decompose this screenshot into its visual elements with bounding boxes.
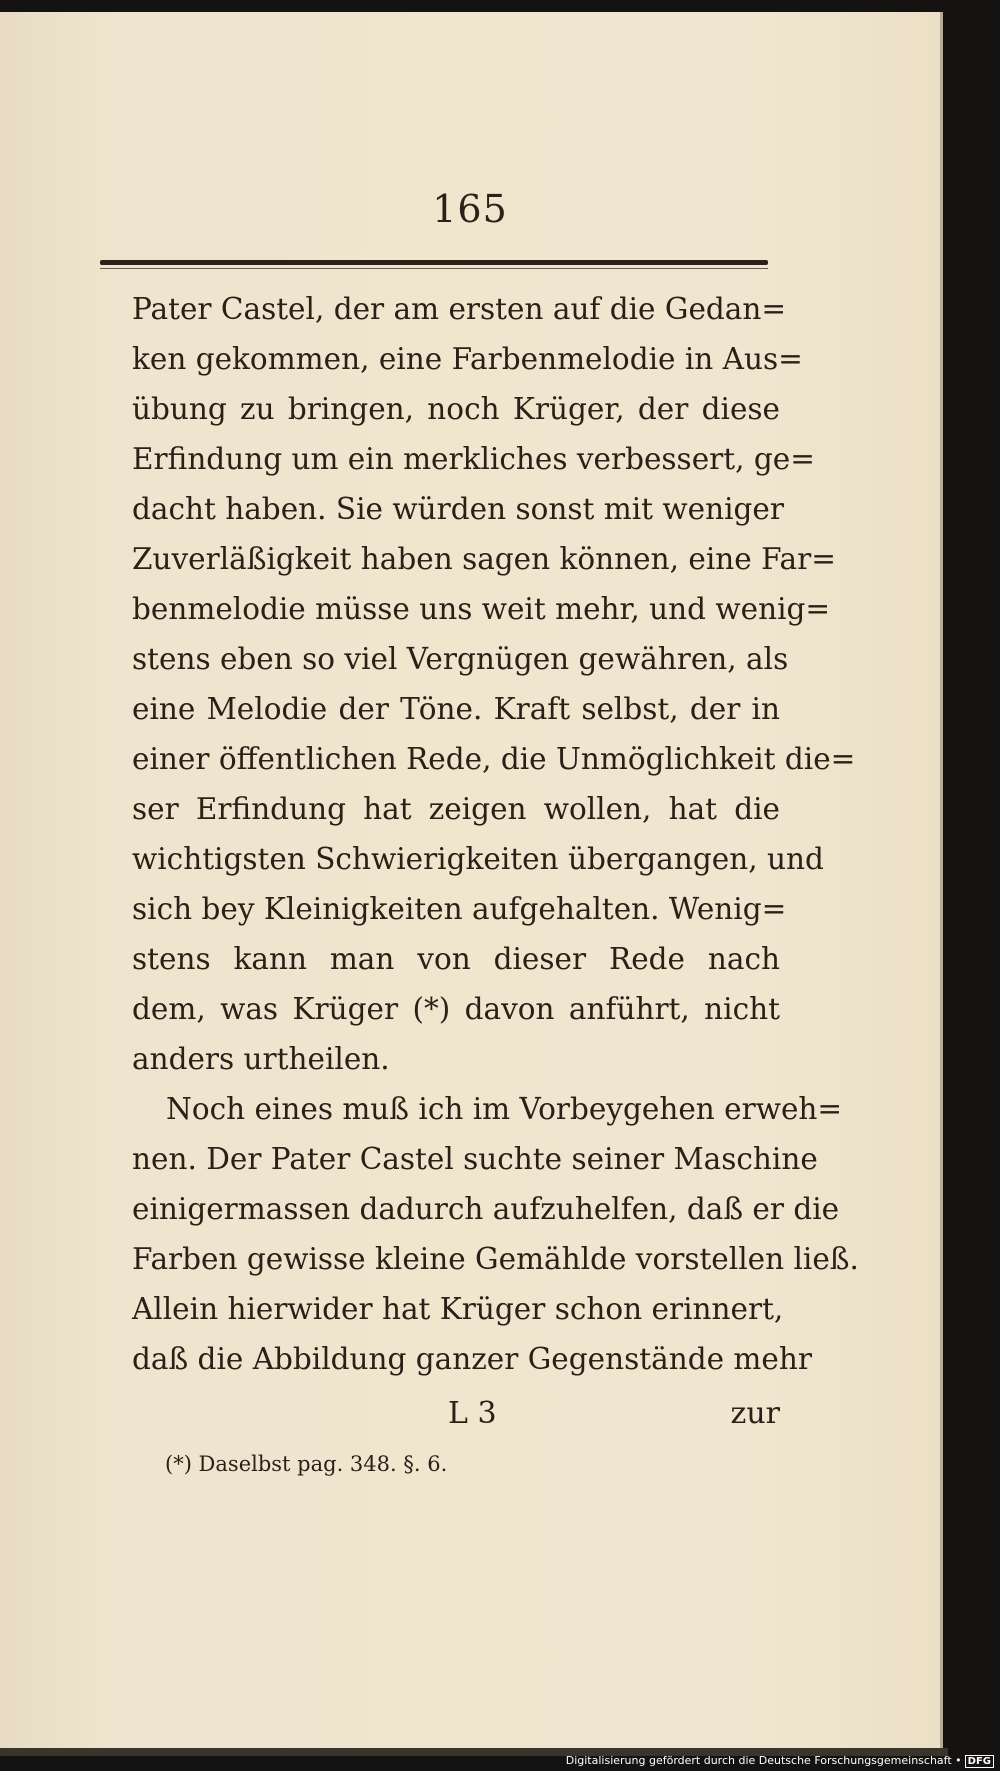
header-rule (100, 260, 768, 265)
credit-text: Digitalisierung gefördert durch die Deutsche Forschungsgemeinschaft • (565, 1754, 962, 1767)
text-line: Erfindung um ein merkliches verbessert, ge= (132, 442, 815, 476)
text-line: benmelodie müsse uns weit mehr, und wenig= (132, 592, 831, 626)
digitization-credit (566, 1754, 994, 1768)
text-line: übung zu bringen, noch Krüger, der diese (132, 392, 780, 426)
page-footer-line (132, 1396, 780, 1446)
text-line: einigermassen dadurch aufzuhelfen, daß er die (132, 1192, 840, 1226)
text-line: einer öffentlichen Rede, die Unmöglichkeit die= (132, 742, 856, 776)
footnote: (*) Daselbst pag. 348. §. 6. (165, 1452, 448, 1476)
text-line: Noch eines muß ich im Vorbeygehen erweh= (166, 1092, 843, 1126)
text-line: Zuverläßigkeit haben sagen können, eine Far= (132, 542, 836, 576)
text-line: sich bey Kleinigkeiten aufgehalten. Wenig= (132, 892, 787, 926)
text-line: nen. Der Pater Castel suchte seiner Maschine (132, 1142, 818, 1176)
text-line: Pater Castel, der am ersten auf die Gedan= (132, 292, 787, 326)
text-line: daß die Abbildung ganzer Gegenstände mehr (132, 1342, 812, 1376)
text-line: Allein hierwider hat Krüger schon erinnert, (132, 1292, 784, 1326)
catchword: zur (730, 1396, 780, 1431)
text-line: dem, was Krüger (*) davon anführt, nicht (132, 992, 780, 1026)
text-line: ken gekommen, eine Farbenmelodie in Aus= (132, 342, 803, 376)
text-line: wichtigsten Schwierigkeiten übergangen, und (132, 842, 824, 876)
text-line: ser Erfindung hat zeigen wollen, hat die (132, 792, 780, 826)
book-page (0, 12, 943, 1748)
body-text (132, 284, 859, 1384)
signature-mark: L 3 (448, 1396, 497, 1431)
page-number: 165 (432, 187, 508, 231)
text-line: Farben gewisse kleine Gemählde vorstellen ließ. (132, 1242, 859, 1276)
header-rule-thin (100, 268, 768, 269)
text-line: stens eben so viel Vergnügen gewähren, als (132, 642, 789, 676)
dfg-logo: DFG (965, 1755, 994, 1768)
text-line: dacht haben. Sie würden sonst mit weniger (132, 492, 784, 526)
text-line: stens kann man von dieser Rede nach (132, 942, 780, 976)
text-line: anders urtheilen. (132, 1042, 390, 1076)
text-line: eine Melodie der Töne. Kraft selbst, der in (132, 692, 780, 726)
